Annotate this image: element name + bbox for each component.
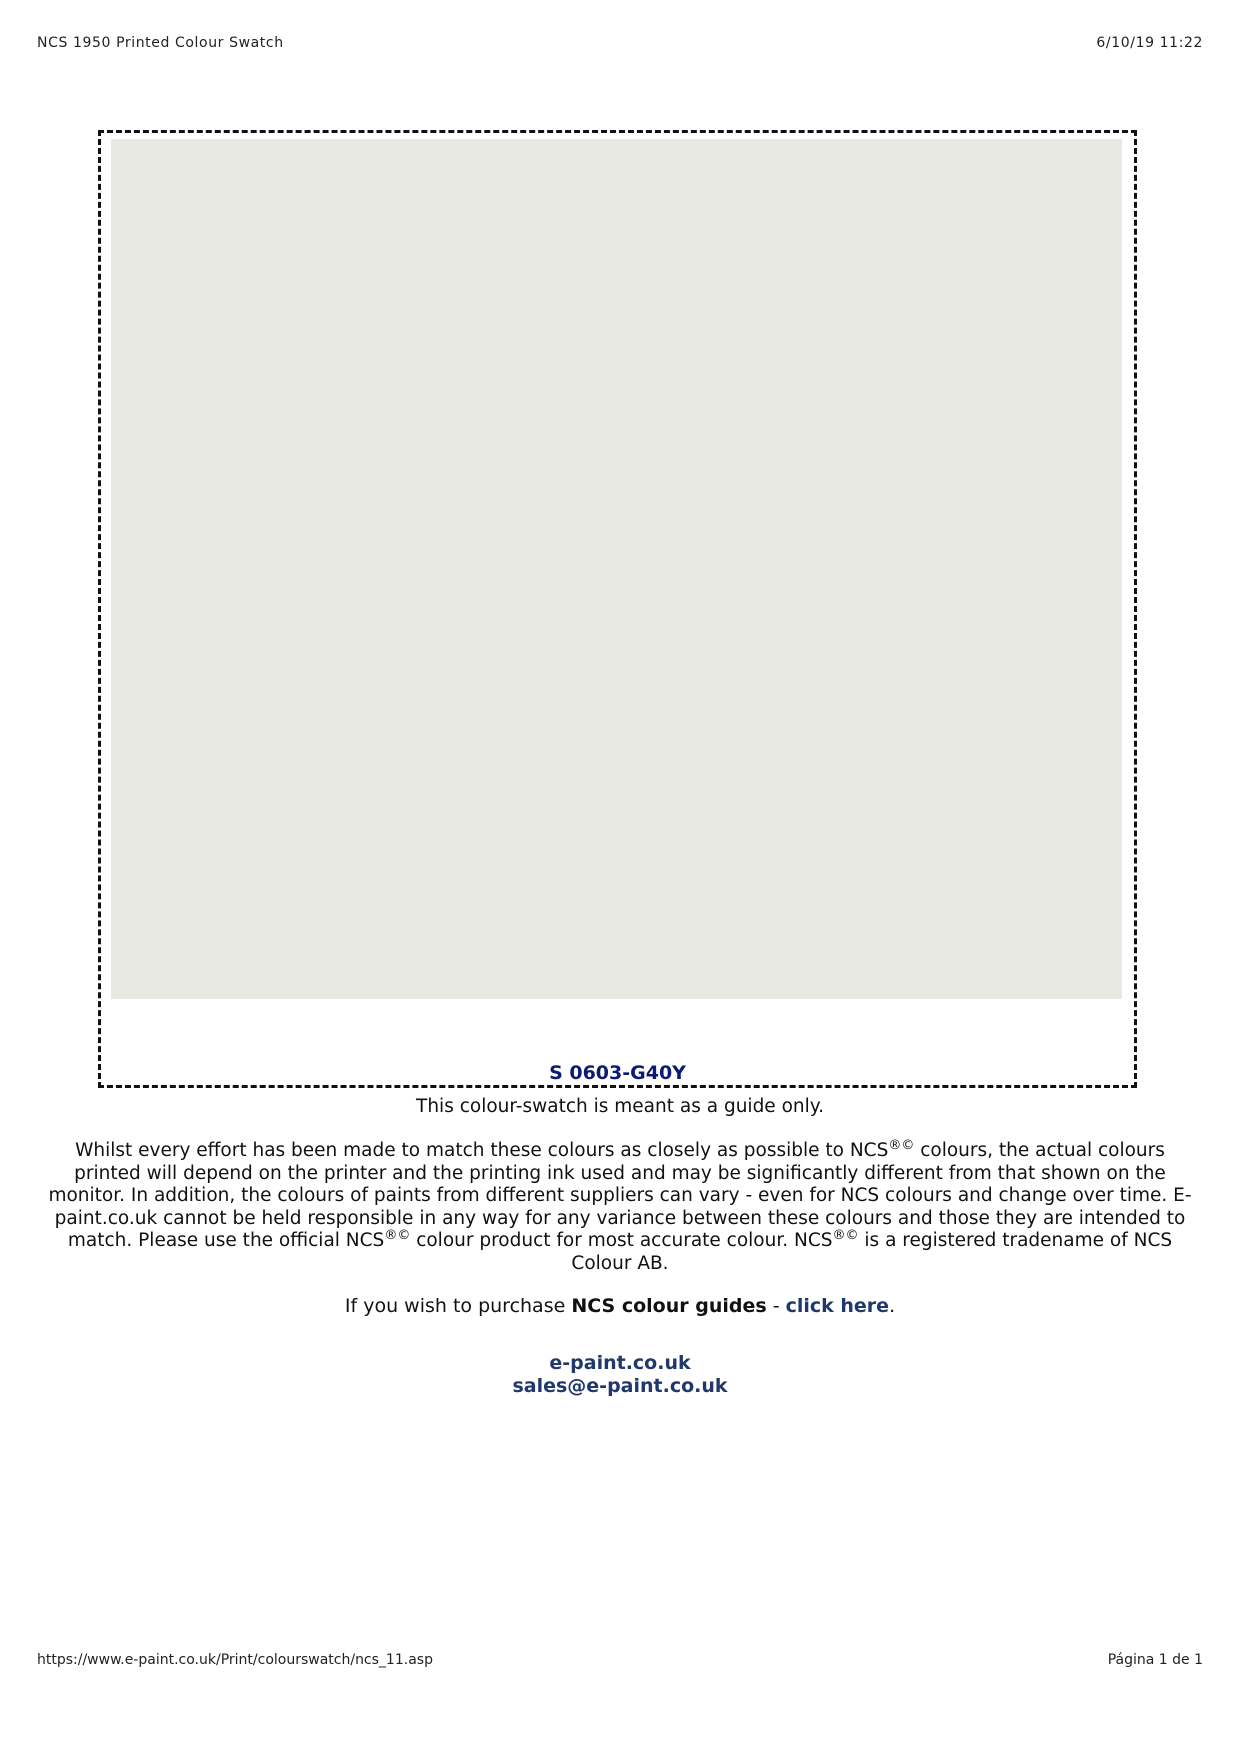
purchase-product: NCS colour guides	[571, 1295, 767, 1317]
guide-note: This colour-swatch is meant as a guide only.	[416, 1096, 824, 1117]
print-header-datetime: 6/10/19 11:22	[1096, 35, 1203, 51]
trademark-mark: ®©	[832, 1227, 859, 1243]
click-here-link[interactable]: click here	[785, 1295, 890, 1317]
email-link[interactable]: sales@e-paint.co.uk	[512, 1375, 728, 1397]
print-header-title: NCS 1950 Printed Colour Swatch	[37, 35, 284, 51]
contact-block	[40, 1352, 1200, 1398]
trademark-mark: ®©	[384, 1227, 411, 1243]
trademark-mark: ®©	[888, 1137, 915, 1153]
website-link[interactable]: e-paint.co.uk	[549, 1352, 691, 1374]
purchase-separator: -	[766, 1295, 786, 1317]
print-footer-page: Página 1 de 1	[1107, 1652, 1203, 1668]
colour-swatch	[111, 139, 1122, 999]
print-footer-url: https://www.e-paint.co.uk/Print/colourswatch/ncs_11.asp	[37, 1652, 433, 1668]
disclaimer-part3: colour product for most accurate colour. NCS	[410, 1230, 833, 1251]
disclaimer-part2: colours, the actual colours printed will depend on the printer and the printing ink used and may be significantly different from that shown on the monitor. In addition, the colours of paints from different suppliers can vary - even for NCS colours and change over time. E-paint.co.uk cannot be held responsible in any way for any variance between these colours and those they are intended to match. Please use the official NCS	[48, 1140, 1192, 1251]
swatch-code: S 0603-G40Y	[549, 1062, 686, 1084]
purchase-suffix: .	[889, 1295, 896, 1317]
disclaimer-part4: is a registered tradename of NCS Colour AB.	[571, 1230, 1173, 1274]
purchase-prefix: If you wish to purchase	[344, 1295, 572, 1317]
disclaimer-text	[40, 1137, 1200, 1275]
purchase-line	[40, 1295, 1200, 1317]
disclaimer-part1: Whilst every effort has been made to match these colours as closely as possible to NCS	[75, 1140, 889, 1161]
